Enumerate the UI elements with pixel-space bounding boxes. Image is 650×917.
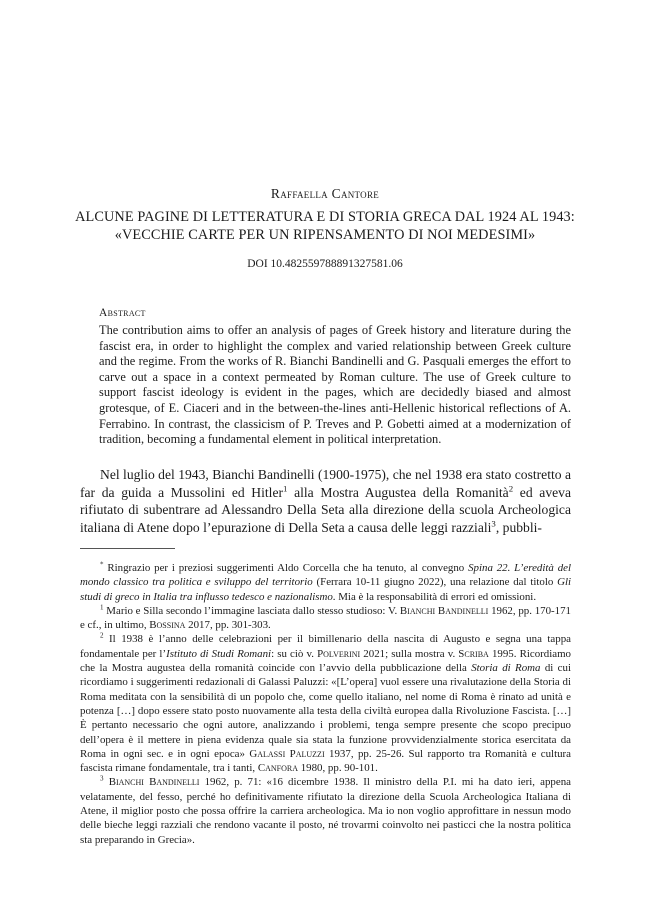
abstract-text: The contribution aims to offer an analysis of pages of Greek history and literature during the fascist era, in order to highlight the complex and varied relationship between Greek culture and the regime. From the works of R. Bianchi Bandinelli and G. Pasquali emerges the effort to carve out a space in a context permeated by Roman culture. The use of Greek culture to support fascist ideology is evident in the pages, which are decidedly biased and almost grotesque, of E. Ciaceri and in the between-the-lines anti-Hellenic historical reflections of A. Ferrabino. In contrast, the classicism of P. Treves and P. Gobetti aimed at a modernization of tradition, becoming a fundamental element in political interpretation. — [99, 323, 571, 447]
title-line-2: «VECCHIE CARTE PER UN RIPENSAMENTO DI NOI MEDESIMI» — [114, 227, 536, 243]
footnote-author: Polverini — [317, 647, 361, 660]
footnote-divider — [80, 548, 175, 549]
footnote-text: 1980, pp. 90-101. — [297, 762, 378, 775]
article-title — [60, 208, 590, 244]
footnote-text: (Ferrara 10-11 giugno 2022), una relazione dal titolo — [312, 576, 558, 589]
footnote-mark: * — [100, 560, 104, 569]
title-line-1: ALCUNE PAGINE DI LETTERATURA E DI STORIA GRECA DAL 1924 AL 1943: — [75, 209, 575, 225]
footnote-italic: Istituto di Studi Romani — [166, 647, 272, 660]
footnote-mark: 1 — [100, 603, 104, 612]
footnote-italic: Gli studi di greco in Italia tra influsso tedesco e nazionalismo — [80, 576, 572, 603]
abstract-heading: Abstract — [99, 307, 146, 319]
footnote-text: di cui ricordiamo i suggerimenti redazionali di Galassi Paluzzi: «[L’opera] vuol essere una rivalutazione della Storia di Roma meditata con la sensibilità di un popolo che, come quello italiano, nel nome di Roma è rinato ad unità e potenza […] dopo essere stato posto nuovamente alla testa della civiltà europea dalla Rivoluzione Fascista. […] È pertanto necessario che ogni autore, analizzando i problemi, tenga sempre presente che scopo precipuo dell’opera è il mettere in piena evidenza quale sia stata la funzione provvidenzialmente storica esercitata da Roma in ogni sec. e in ogni epoca» — [80, 662, 571, 760]
author-name: Raffaella Cantore — [270, 186, 380, 201]
footnote-ref-3[interactable]: 3 — [491, 517, 496, 528]
footnote-0 — [80, 561, 571, 604]
body-text-d: , pubbli- — [495, 519, 542, 535]
footnote-text: 2017, pp. 301-303. — [185, 619, 271, 632]
footnote-author: Scriba — [458, 647, 489, 660]
footnote-text: Mario e Silla secondo l’immagine lasciata dallo stesso studioso: V. — [103, 604, 400, 617]
footnote-ref-1[interactable]: 1 — [283, 482, 288, 493]
footnote-text: Ringrazio per i preziosi suggerimenti Aldo Corcella che ha tenuto, al convegno — [103, 562, 469, 574]
footnote-italic: Storia di Roma — [471, 662, 541, 675]
footnote-text: . Mia è la responsabilità di errori ed omissioni. — [332, 590, 537, 603]
body-paragraph — [80, 466, 571, 536]
footnote-author: Galassi Paluzzi — [249, 747, 325, 760]
body-text-a: Nel luglio del 1943, Bianchi Bandinelli (1900-1975), che nel 1938 era stato costretto a far da guida a Mussolini ed Hitler — [80, 467, 571, 500]
footnote-2 — [80, 632, 571, 775]
body-text-c: ed aveva rifiutato di subentrare ad Alessandro Della Seta alla direzione della scuola Archeologica italiana di Atene dopo l’epurazione di Della Seta a causa delle leggi razziali — [80, 484, 571, 535]
footnote-author: Bossina — [149, 619, 186, 632]
footnote-text: 2021; sulla mostra v. — [360, 647, 459, 660]
footnote-3 — [80, 775, 571, 846]
footnote-author: Canfora — [257, 762, 298, 775]
footnote-mark: 3 — [100, 774, 104, 783]
footnote-text: 1962, p. 71: «16 dicembre 1938. Il ministro della P.I. mi ha dato ieri, appena velatamente, del fesso, perché ho definitivamente rifiutato la direzione della Scuola Archeologica Italiana di Atene, il miglior posto che possa offrire la carriera archeologica. Ma io non voglio approfittare in nessun modo delle bieche leggi razziali che rendono vacante il posto, né trovarmi coinvolto nei pasticci che la nostra politica sta preparando in Grecia». — [80, 776, 571, 846]
footnote-text: 1995. Ricordiamo che la Mostra augustea della romanità coincide con l’avvio della pubblicazione della — [80, 647, 571, 675]
footnote-text: : su ciò v. — [271, 647, 318, 660]
footnotes — [80, 561, 571, 847]
doi: DOI 10.482559788891327581.06 — [247, 258, 403, 270]
footnote-text: 1937, pp. 25-26. Sul rapporto tra Romanità e cultura fascista rimane fondamentale, tra i tanti, — [80, 747, 571, 775]
footnote-italic: Spina 22. L’eredità del mondo classico tra politica e sviluppo del territorio — [80, 562, 571, 589]
body-text-b: alla Mostra Augustea della Romanità — [287, 484, 509, 500]
footnote-text: 1962, pp. 170-171 e cf., in ultimo, — [80, 604, 571, 632]
footnote-mark: 2 — [100, 631, 104, 640]
footnote-text: Il 1938 è l’anno delle celebrazioni per il bimillenario della nascita di Augusto e segna una tappa fondamentale per l’ — [80, 633, 571, 660]
footnote-author: Bianchi Bandinelli — [399, 604, 489, 617]
footnote-ref-2[interactable]: 2 — [508, 482, 514, 493]
footnote-1 — [80, 604, 571, 633]
footnote-author: Bianchi Bandinelli — [108, 776, 200, 789]
